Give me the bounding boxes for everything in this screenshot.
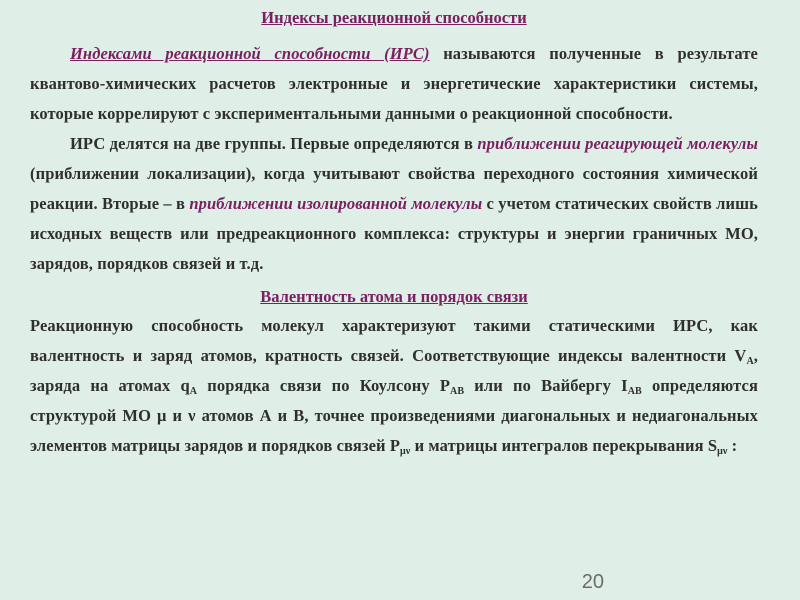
paragraph-definition-text: называются полученные в результате квантово-химических расчетов электронные и энергетические характеристики системы, которые коррелируют с экспериментальными данными о реакционной способности. bbox=[30, 44, 758, 123]
page-number: 20 bbox=[581, 571, 604, 593]
subscript-ab-wiberg: AB bbox=[627, 386, 642, 397]
valence-text-2: , заряда на атомах q bbox=[30, 346, 758, 395]
valence-text-4: или по Вайбергу I bbox=[464, 376, 628, 395]
subscript-a-charge: A bbox=[189, 386, 198, 397]
valence-text-6: и матрицы интегралов перекрывания S bbox=[410, 436, 718, 455]
valence-text-3: порядка связи по Коулсону P bbox=[197, 376, 451, 395]
paragraph-valence bbox=[30, 311, 758, 461]
paragraph-groups-part3: с учетом статических свойств лишь исходных веществ или предреакционного комплекса: структуры и энергии граничных МО, зарядов, порядков связей и т.д. bbox=[30, 194, 758, 273]
paragraph-groups-part2: (приближении локализации), когда учитывают свойства переходного состояния химической реакции. Вторые – в bbox=[30, 164, 758, 213]
section-subtitle: Валентность атома и порядок связи bbox=[260, 287, 528, 306]
paragraph-groups-part1: ИРС делятся на две группы. Первые определяются в bbox=[70, 134, 478, 153]
term-isolated-molecule: приближении изолированной молекулы bbox=[189, 194, 483, 213]
term-irs: Индексами реакционной способности (ИРС) bbox=[70, 44, 430, 63]
valence-text-1: Реакционную способность молекул характеризуют такими статическими ИРС, как валентность и заряд атомов, кратность связей. Соответствующие индексы валентности V bbox=[30, 316, 758, 365]
valence-text-5: определяются структурой МО μ и ν атомов А и В, точнее произведениями диагональных и недиагональных элементов матрицы зарядов и порядков связей P bbox=[30, 376, 758, 455]
paragraph-groups bbox=[30, 129, 758, 279]
paragraph-definition bbox=[30, 39, 758, 129]
term-reacting-molecule: приближении реагирующей молекулы bbox=[477, 134, 758, 153]
slide-title: Индексы реакционной способности bbox=[261, 8, 527, 27]
subscript-a: A bbox=[746, 356, 754, 367]
valence-text-7: : bbox=[727, 436, 738, 455]
subscript-ab-coulson: AB bbox=[450, 386, 465, 397]
subscript-mu-nu-p: μν bbox=[400, 446, 411, 457]
subscript-mu-nu-s: μν bbox=[717, 446, 728, 457]
